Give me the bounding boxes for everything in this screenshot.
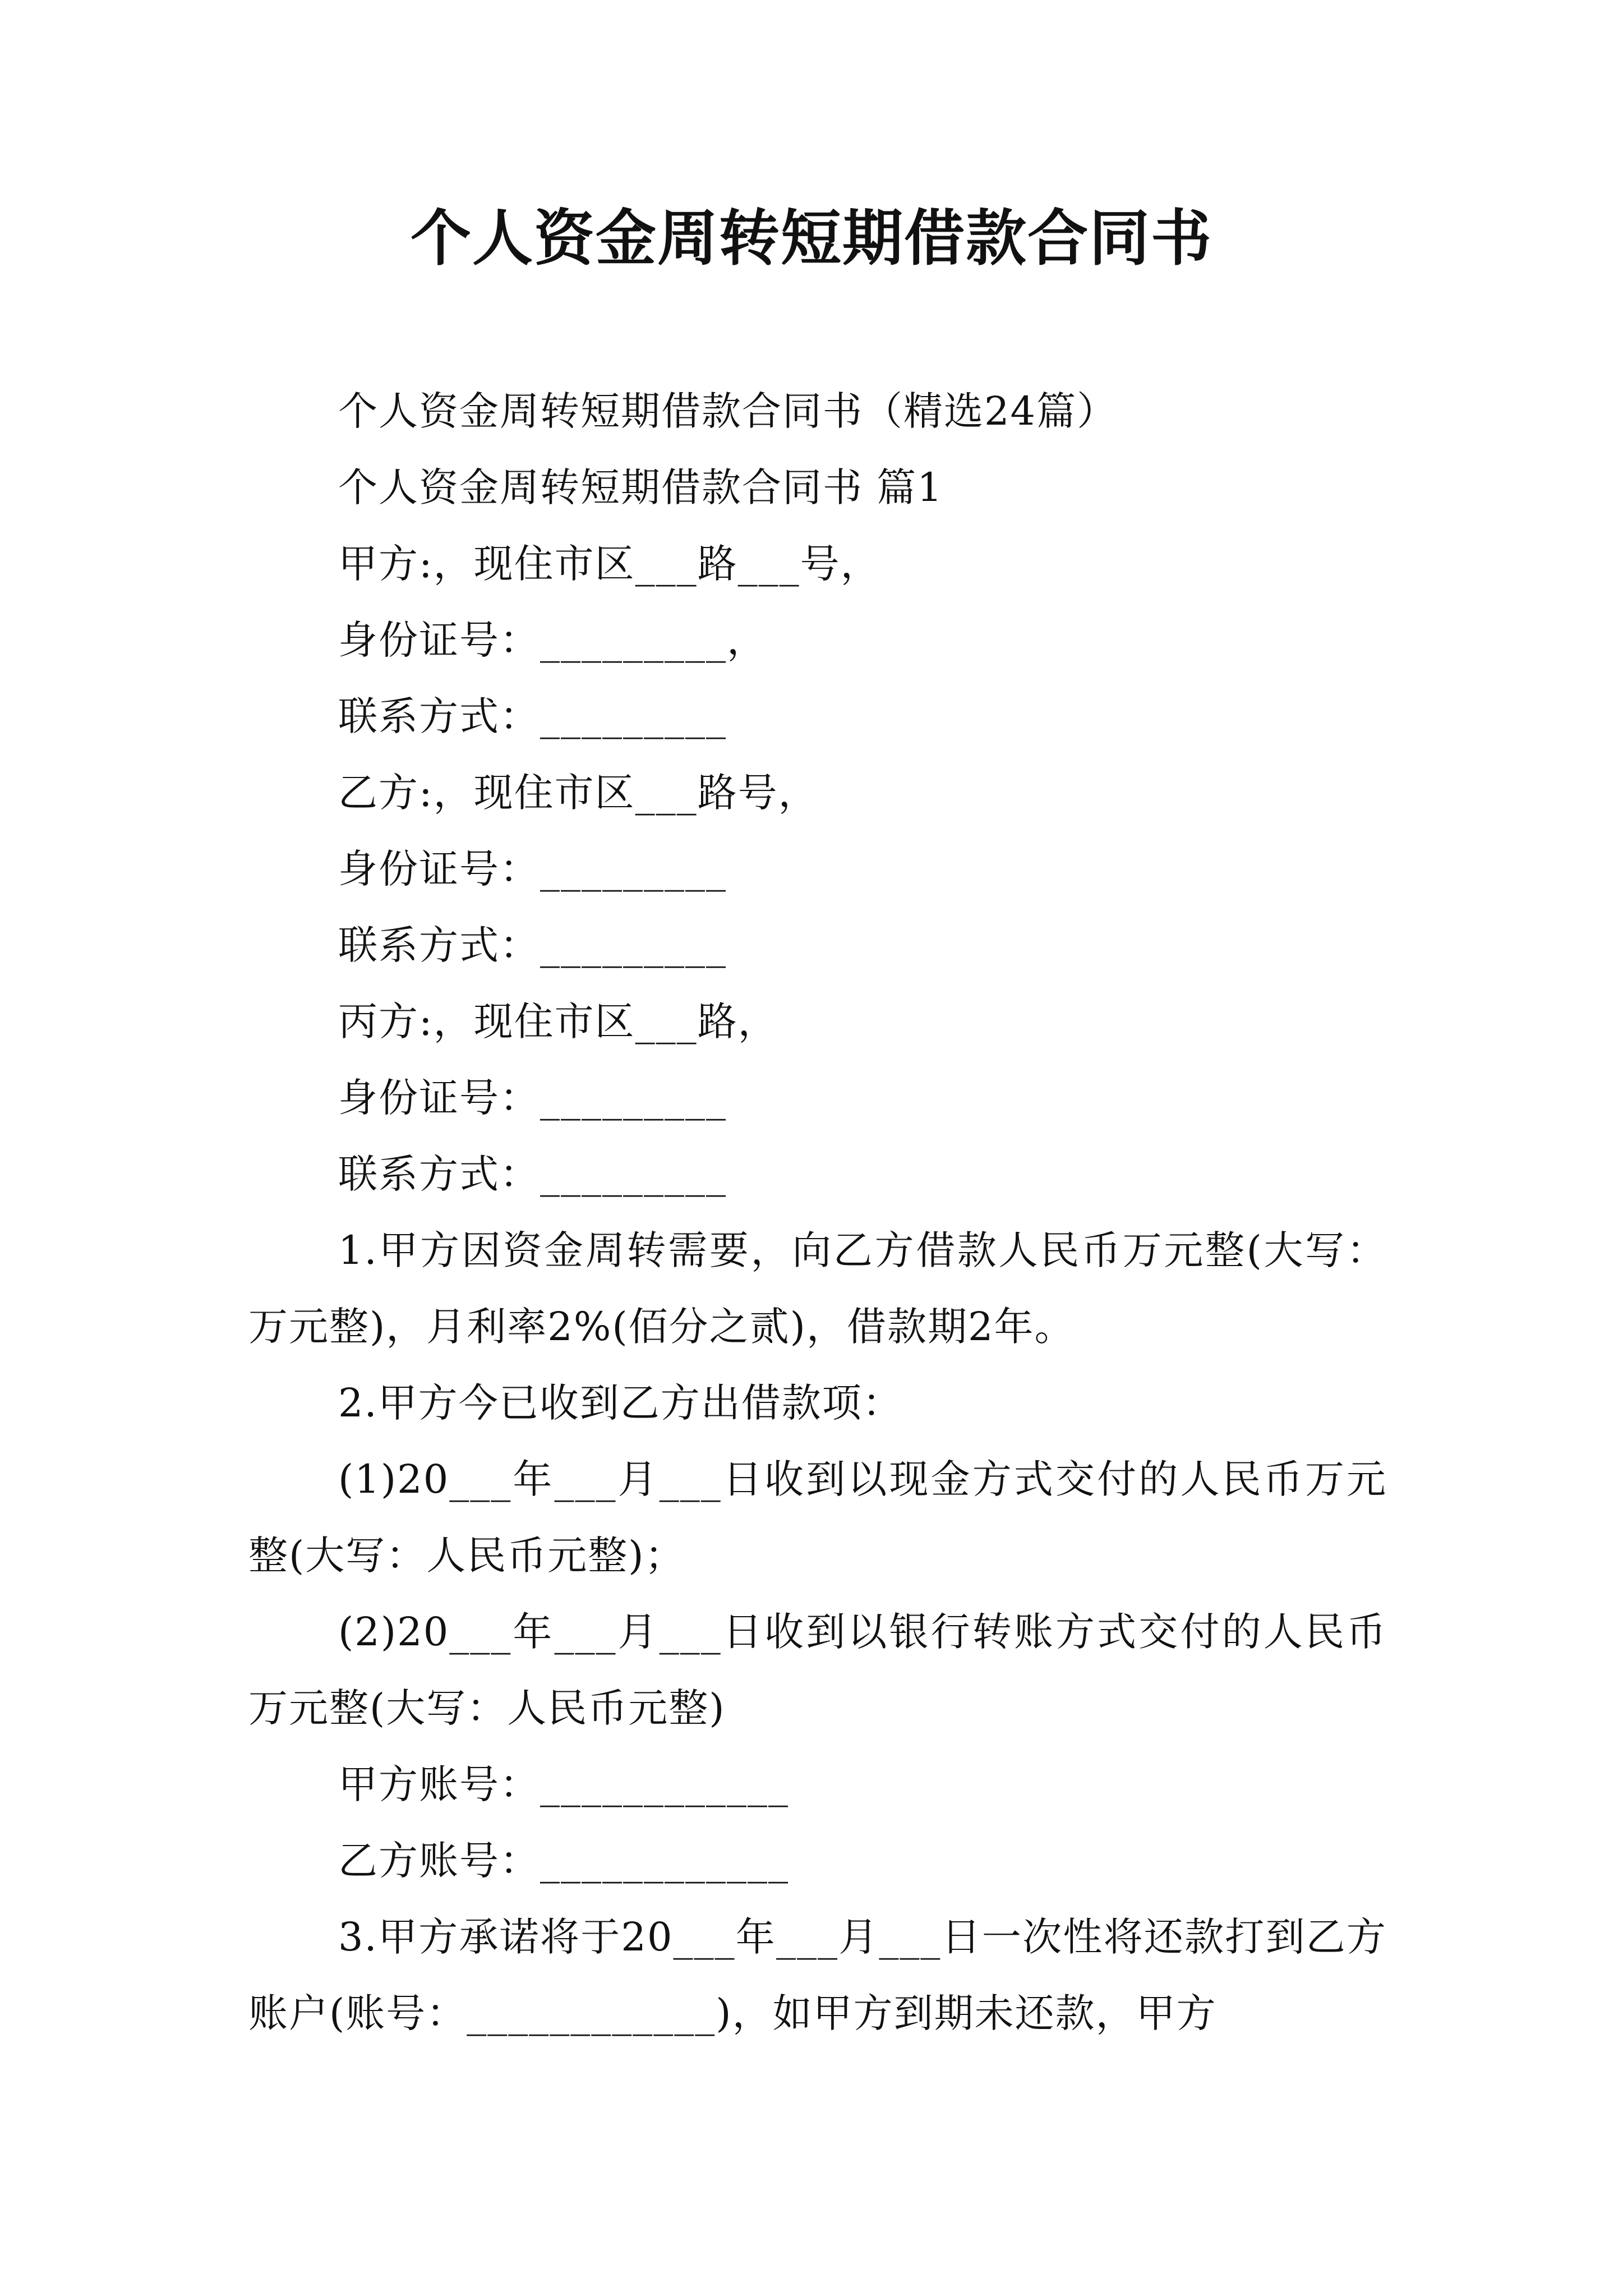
party-c-contact: 联系方式：_________: [338, 1151, 727, 1197]
party-a-account: 甲方账号：____________: [338, 1761, 789, 1807]
clause-1: 1.甲方因资金周转需要，向乙方借款人民币万元整(大写：万元整)，月利率2%(佰分之贰)，借款期2年。: [248, 1227, 1387, 1350]
party-c-id-number: 身份证号：_________: [338, 1075, 727, 1121]
party-a-id-number: 身份证号：_________，: [338, 617, 767, 663]
clause-2-item-1: (1)20___年___月___日收到以现金方式交付的人民币万元整(大写：人民币元整)；: [248, 1456, 1387, 1579]
clause-3: 3.甲方承诺将于20___年___月___日一次性将还款打到乙方账户(账号：____________)，如甲方到期未还款，甲方: [248, 1914, 1387, 2036]
party-c-address: 丙方:，现住市区___路，: [338, 999, 778, 1045]
document-title: 个人资金周转短期借款合同书: [410, 203, 1212, 274]
party-a-contact: 联系方式：_________: [338, 693, 727, 739]
party-b-contact: 联系方式：_________: [338, 922, 727, 968]
party-b-address: 乙方:，现住市区___路号，: [338, 770, 819, 816]
party-b-id-number: 身份证号：_________: [338, 846, 727, 892]
subtitle-line: 个人资金周转短期借款合同书（精选24篇）: [338, 388, 1118, 434]
party-a-address: 甲方:，现住市区___路___号，: [338, 541, 881, 587]
section-heading: 个人资金周转短期借款合同书 篇1: [338, 464, 943, 510]
clause-2: 2.甲方今已收到乙方出借款项：: [338, 1380, 903, 1426]
document-body: [248, 373, 1387, 2051]
party-b-account: 乙方账号：____________: [338, 1838, 789, 1884]
clause-2-item-2: (2)20___年___月___日收到以银行转账方式交付的人民币万元整(大写：人民币元整): [248, 1609, 1387, 1731]
